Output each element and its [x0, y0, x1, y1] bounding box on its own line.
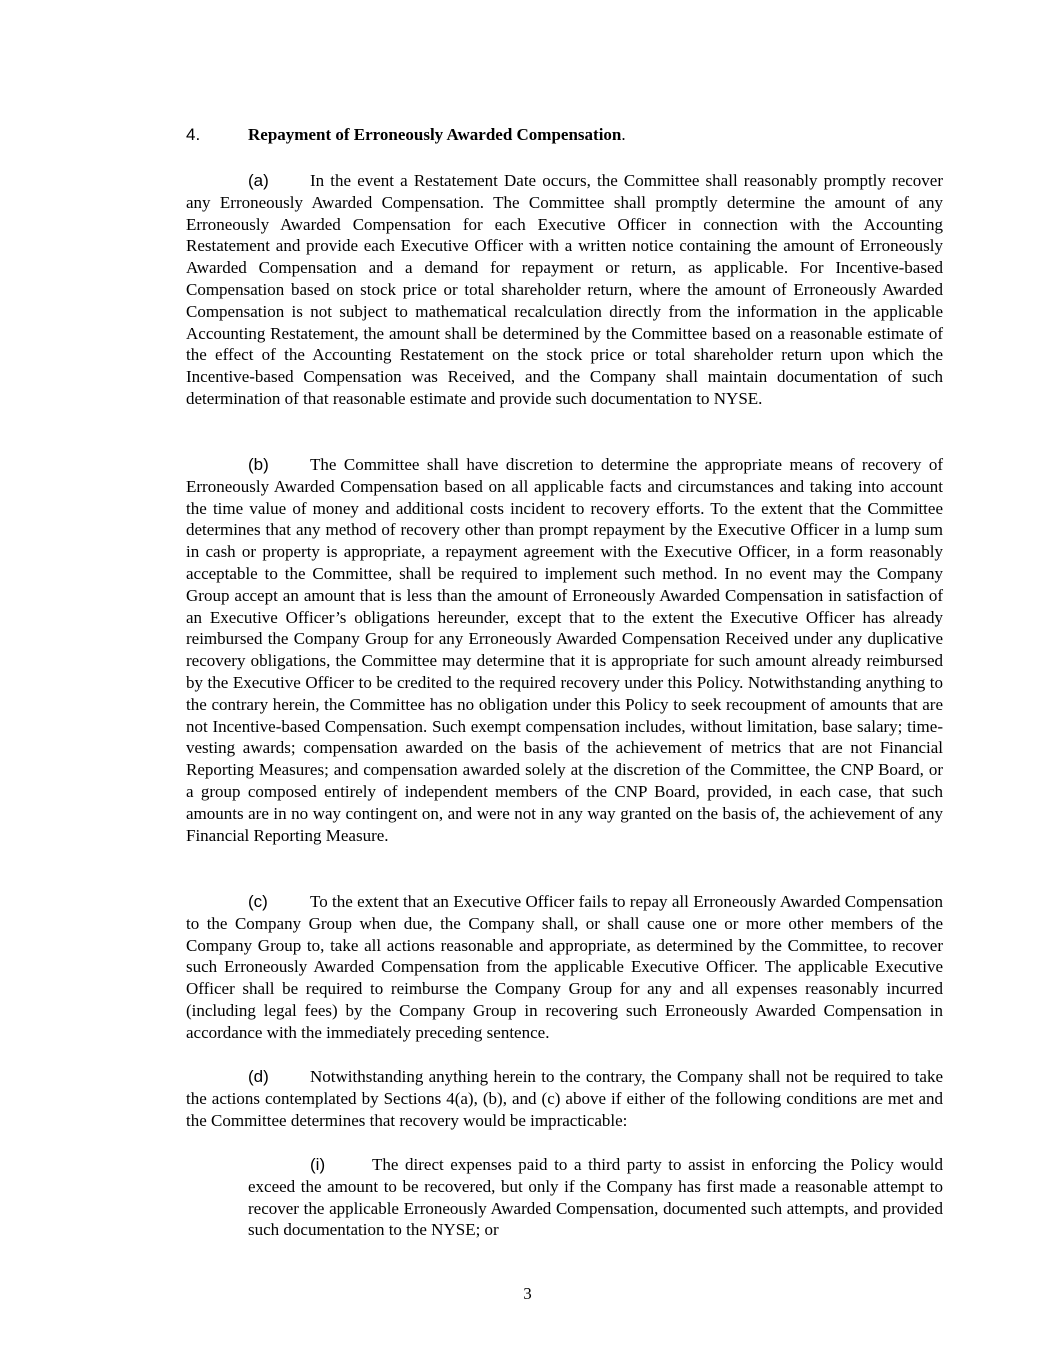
paragraph-c-text: To the extent that an Executive Officer fails to repay all Erroneously Awarded Compensation to the Company Group when due, the Company shall, or shall cause one or more other members of the Company Group to, take all actions reasonable and appropriate, as determined by the Committee, to recover such Erroneously Awarded Compensation from the applicable Executive Officer. The applicable Executive Officer shall be required to reimburse the Company Group for any and all expenses reasonably incurred (including legal fees) by the Company Group in recovering such Erroneously Awarded Compensation in accordance with the immediately preceding sentence.	[186, 892, 943, 1042]
paragraph-a-text: In the event a Restatement Date occurs, the Committee shall reasonably promptly recover any Erroneously Awarded Compensation. The Committee shall promptly determine the amount of any Erroneously Awarded Compensation for each Executive Officer in connection with the Accounting Restatement and provide each Executive Officer with a written notice containing the amount of Erroneously Awarded Compensation and a demand for repayment or return, as applicable. For Incentive-based Compensation based on stock price or total shareholder return, where the amount of Erroneously Awarded Compensation is not subject to mathematical recalculation directly from the information in the applicable Accounting Restatement, the amount shall be determined by the Committee based on a reasonable estimate of the effect of the Accounting Restatement on the stock price or total shareholder return upon which the Incentive-based Compensation was Received, and the Company shall maintain documentation of such determination of that reasonable estimate and provide such documentation to NYSE.	[186, 171, 943, 408]
section-title-period: .	[621, 125, 626, 144]
paragraph-d-label: (d)	[248, 1067, 269, 1086]
paragraph-a	[186, 170, 943, 410]
paragraph-i-text: The direct expenses paid to a third party to assist in enforcing the Policy would exceed the amount to be recovered, but only if the Company has first made a reasonable attempt to recover the applicable Erroneously Awarded Compensation, documented such attempts, and provided such documentation to the NYSE; or	[248, 1155, 943, 1240]
paragraph-b	[186, 454, 943, 846]
paragraph-i	[248, 1154, 943, 1241]
paragraph-b-label: (b)	[248, 455, 269, 474]
section-heading	[186, 124, 626, 146]
paragraph-d-text: Notwithstanding anything herein to the contrary, the Company shall not be required to take the actions contemplated by Sections 4(a), (b), and (c) above if either of the following conditions are met and the Committee determines that recovery would be impracticable:	[186, 1067, 943, 1130]
paragraph-c	[186, 891, 943, 1044]
paragraph-a-label: (a)	[248, 171, 269, 190]
paragraph-b-text: The Committee shall have discretion to determine the appropriate means of recovery of Erroneously Awarded Compensation based on all applicable facts and circumstances and taking into account the time value of money and additional costs incident to recovery efforts. To the extent that the Committee determines that any method of recovery other than prompt repayment by the Executive Officer in a lump sum in cash or property is appropriate, a repayment agreement with the Executive Officer, in a form reasonably acceptable to the Committee, shall be required to implement such method. In no event may the Company Group accept an amount that is less than the amount of Erroneously Awarded Compensation in satisfaction of an Executive Officer’s obligations hereunder, except that to the extent the Executive Officer has already reimbursed the Company Group for any Erroneously Awarded Compensation Received under any duplicative recovery obligations, the Committee may determine that it is appropriate for such amount already reimbursed by the Executive Officer to be credited to the required recovery under this Policy. Notwithstanding anything to the contrary herein, the Committee has no obligation under this Policy to seek recoupment of amounts that are not Incentive-based Compensation. Such exempt compensation includes, without limitation, base salary; time-vesting awards; compensation awarded on the basis of the achievement of metrics that are not Financial Reporting Measures; and compensation awarded solely at the discretion of the Committee, the CNP Board, or a group composed entirely of independent members of the CNP Board, provided, in each case, that such amounts are in no way contingent on, and were not in any way granted on the basis of, the achievement of any Financial Reporting Measure.	[186, 455, 943, 845]
paragraph-d	[186, 1066, 943, 1131]
paragraph-c-label: (c)	[248, 892, 268, 911]
section-number: 4.	[186, 125, 201, 144]
page-number: 3	[523, 1284, 532, 1303]
paragraph-i-label: (i)	[310, 1155, 326, 1174]
section-title: Repayment of Erroneously Awarded Compensation	[248, 125, 622, 144]
